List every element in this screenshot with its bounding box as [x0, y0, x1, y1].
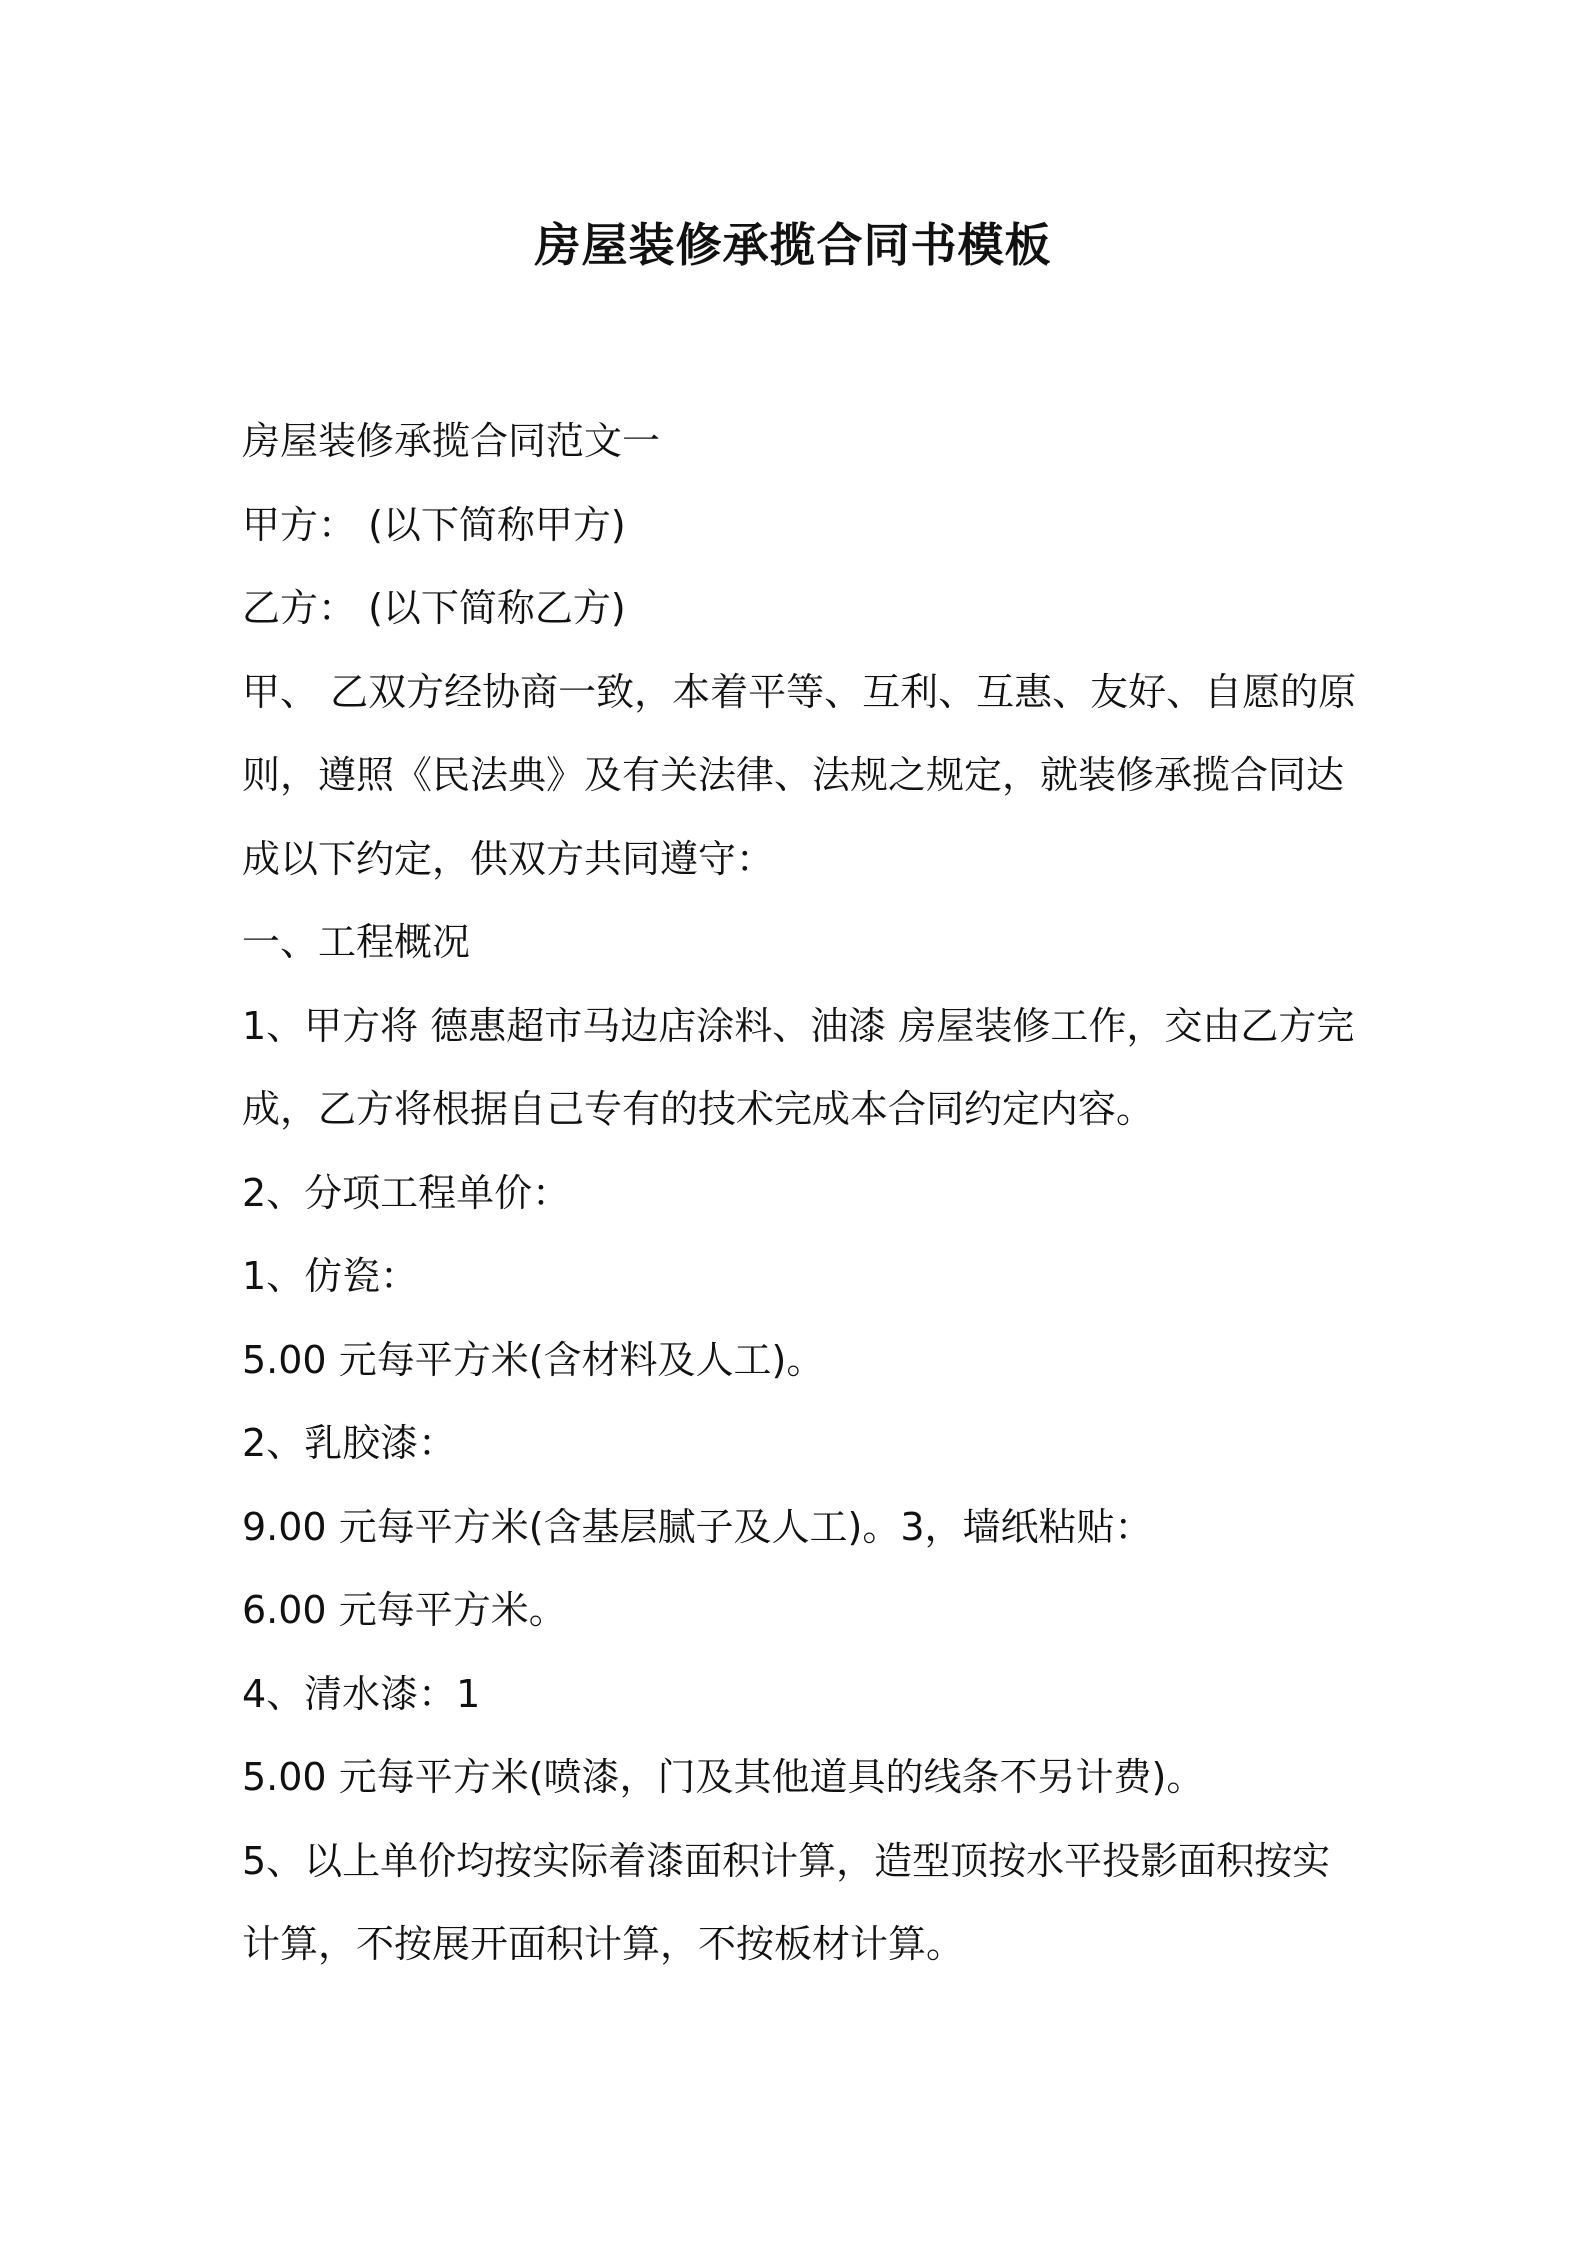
paragraph-subtitle: 房屋装修承揽合同范文一 [242, 419, 661, 463]
paragraph-preamble: 甲、 乙双方经协商一致，本着平等、互利、互惠、友好、自愿的原则，遵照《民法典》及有关法律、法规之规定，就装修承揽合同达成以下约定，供双方共同遵守： [242, 669, 1357, 881]
paragraph-price-1: 5.00 元每平方米(含材料及人工)。 [242, 1337, 825, 1382]
document-title: 房屋装修承揽合同书模板 [534, 218, 1052, 272]
paragraph-item-5: 5、以上单价均按实际着漆面积计算，造型顶按水平投影面积按实计算，不按展开面积计算，不按板材计算。 [242, 1838, 1331, 1966]
paragraph-clause-2: 2、分项工程单价： [242, 1170, 571, 1215]
paragraph-item-1: 1、仿瓷： [242, 1254, 419, 1298]
paragraph-party-a: 甲方： (以下简称甲方) [242, 502, 626, 547]
document-body [242, 400, 1362, 1987]
paragraph-section-heading: 一、工程概况 [242, 920, 471, 964]
paragraph-clause-1: 1、甲方将 德惠超市马边店涂料、油漆 房屋装修工作，交由乙方完成，乙方将根据自己专有的技术完成本合同约定内容。 [242, 1003, 1355, 1131]
paragraph-price-4: 5.00 元每平方米(喷漆，门及其他道具的线条不另计费)。 [242, 1755, 1205, 1799]
paragraph-price-3: 6.00 元每平方米。 [242, 1588, 567, 1632]
paragraph-party-b: 乙方： (以下简称乙方) [242, 586, 626, 630]
paragraph-item-2: 2、乳胶漆： [242, 1421, 457, 1465]
paragraph-price-2: 9.00 元每平方米(含基层腻子及人工)。3，墙纸粘贴： [242, 1504, 1153, 1549]
paragraph-item-4: 4、清水漆：1 [242, 1671, 481, 1716]
